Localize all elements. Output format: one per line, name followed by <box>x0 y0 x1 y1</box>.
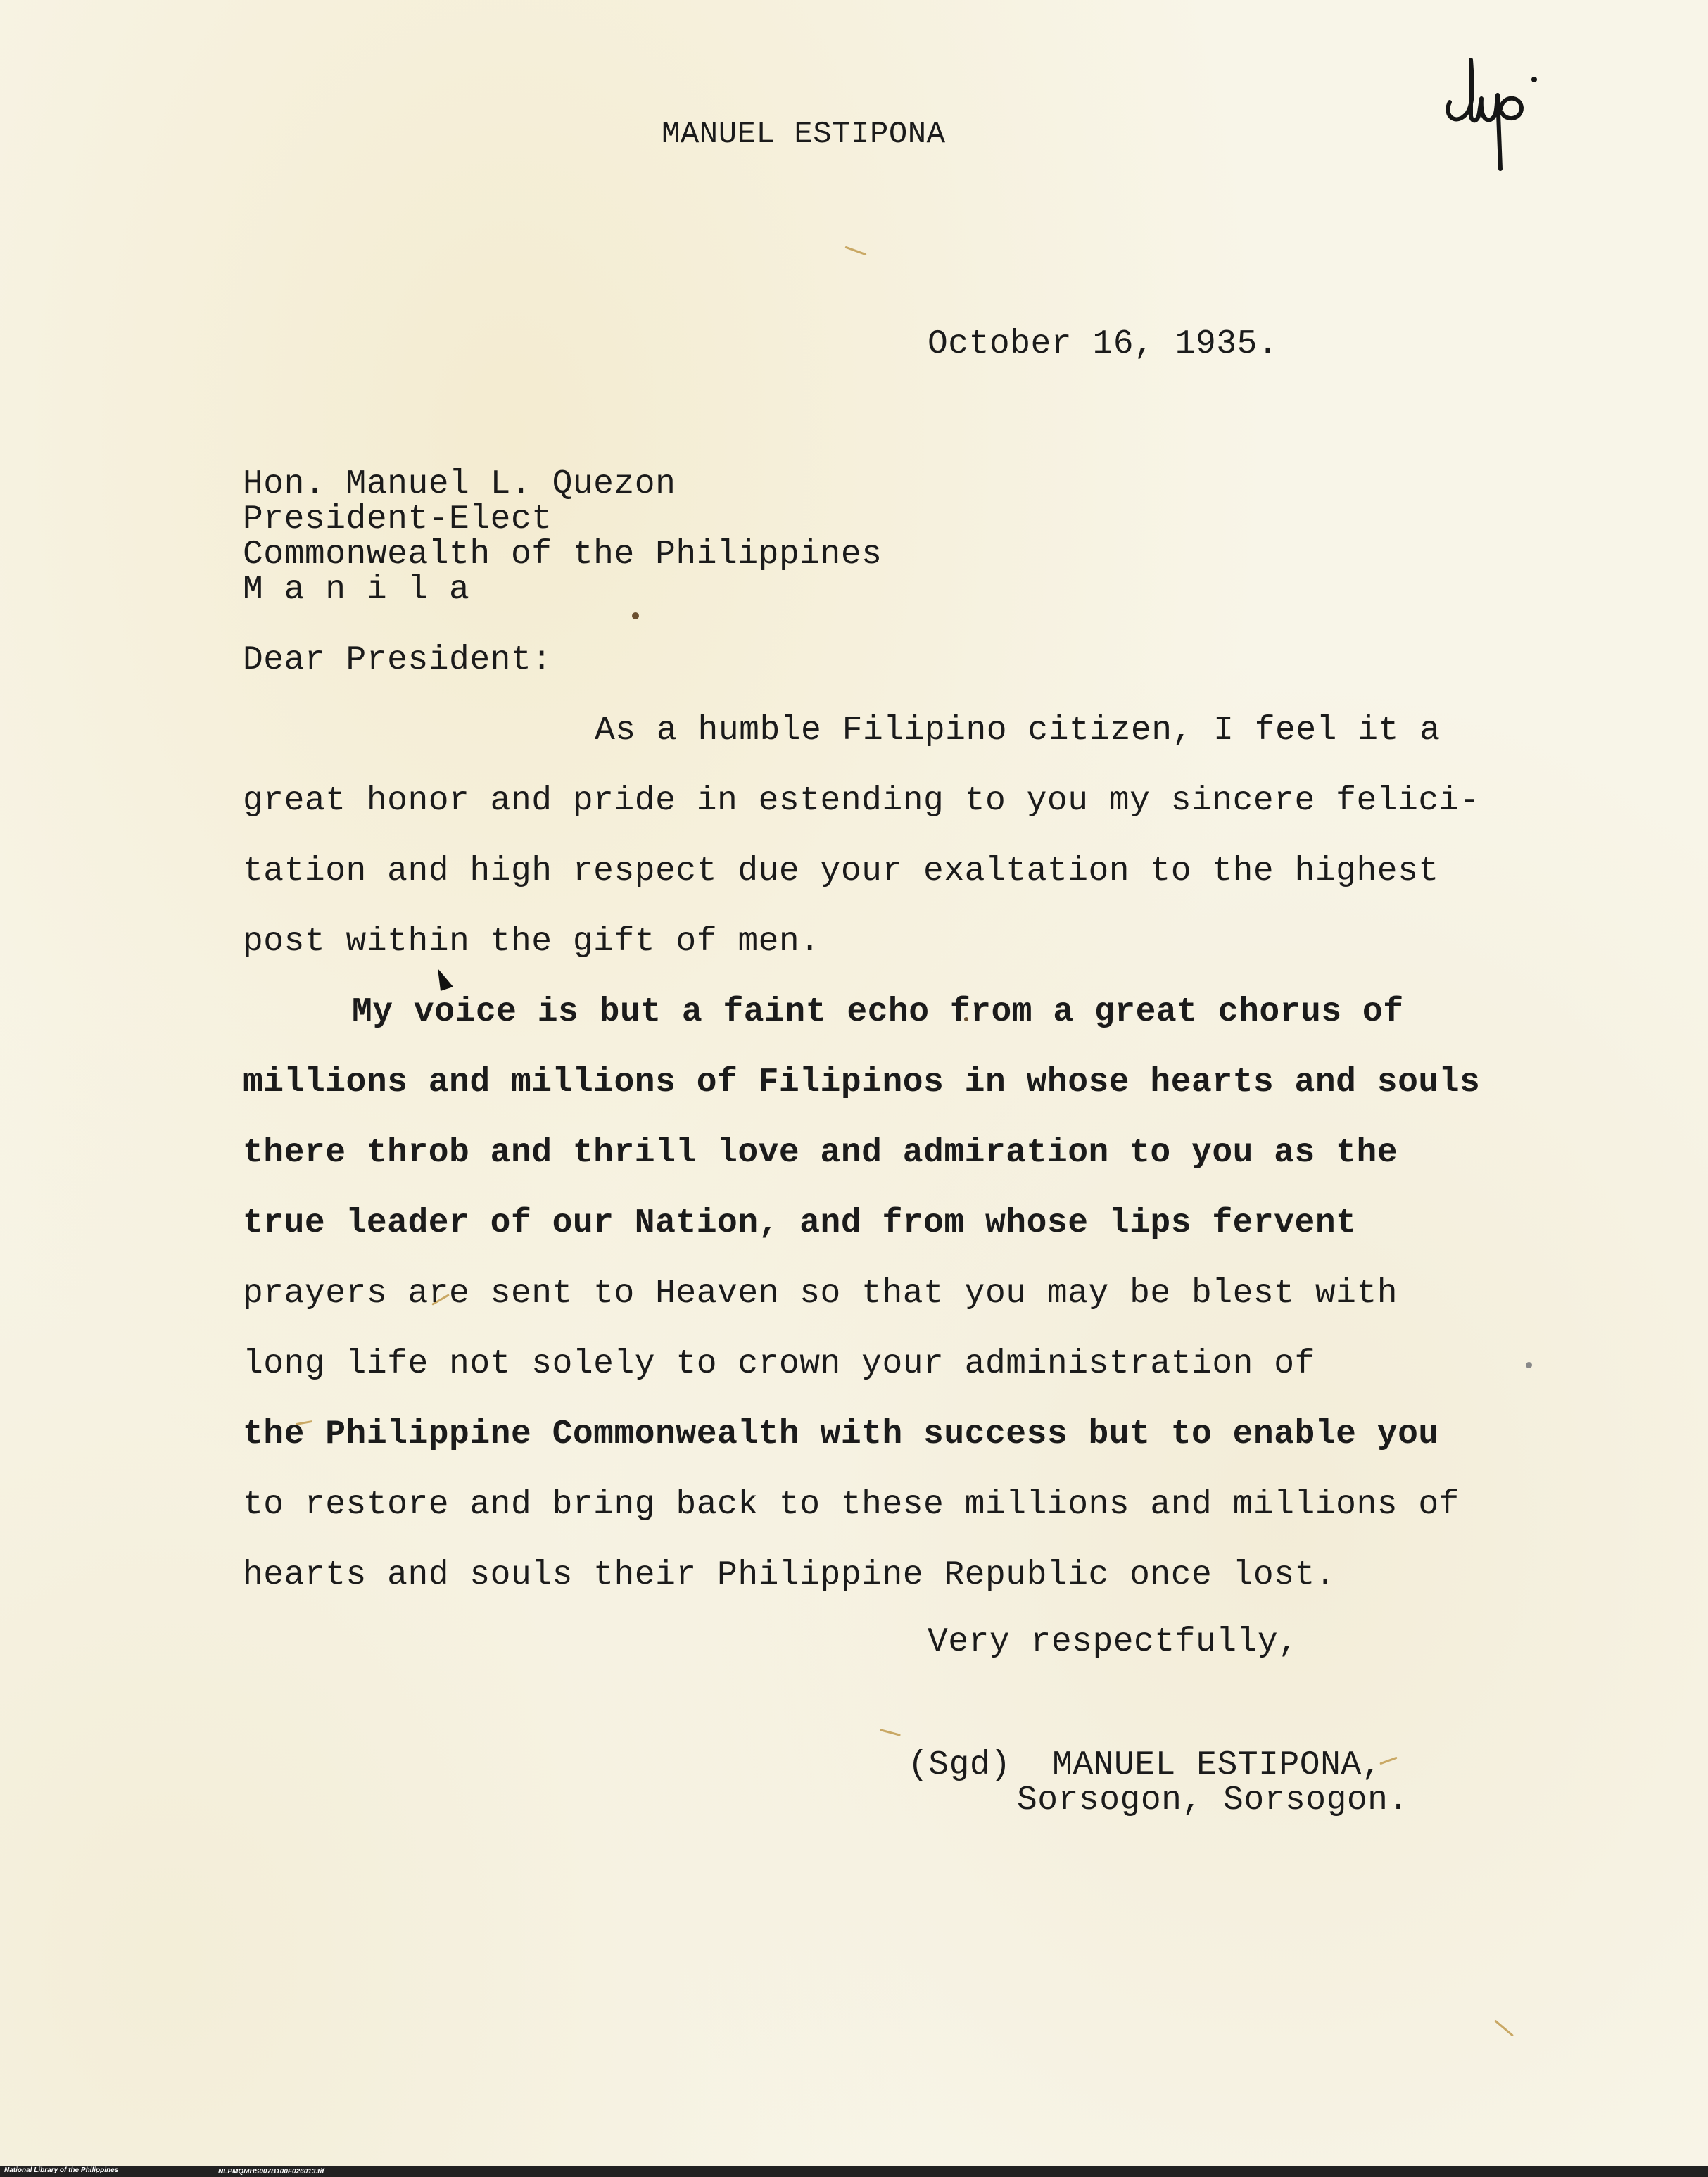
body-line: post within the gift of men. <box>243 923 821 961</box>
letterhead: MANUEL ESTIPONA <box>662 117 946 152</box>
paper-fiber <box>844 246 866 256</box>
body-line: As a humble Filipino citizen, I feel it a <box>595 712 1441 750</box>
closing: Very respectfully, <box>928 1623 1299 1661</box>
ink-speck <box>1526 1362 1532 1368</box>
archive-footer <box>0 2166 1708 2177</box>
ink-speck <box>632 612 639 619</box>
body-line: true leader of our Nation, and from whose lips fervent <box>243 1204 1357 1242</box>
handwritten-annotation <box>1436 39 1569 172</box>
body-line: tation and high respect due your exaltation to the highest <box>243 852 1439 890</box>
body-line: hearts and souls their Philippine Republic once lost. <box>243 1556 1336 1594</box>
recipient-organization: Commonwealth of the Philippines <box>243 536 883 574</box>
footer-institution: National Library of the Philippines <box>4 2166 119 2174</box>
paper-fiber <box>1494 2019 1514 2036</box>
body-line: millions and millions of Filipinos in whose hearts and souls <box>243 1064 1481 1102</box>
signature-name: (Sgd) MANUEL ESTIPONA, <box>908 1746 1383 1784</box>
signature-location: Sorsogon, Sorsogon. <box>1017 1781 1409 1819</box>
footer-file-id: NLPMQMHS007B100F026013.tif <box>218 2168 324 2176</box>
handwritten-dup-mark <box>1436 39 1569 172</box>
body-line: My voice is but a faint echo from a great chorus of <box>352 993 1404 1031</box>
body-line: there throb and thrill love and admiration to you as the <box>243 1134 1398 1172</box>
body-line: long life not solely to crown your administration of <box>243 1345 1315 1383</box>
recipient-city: M a n i l a <box>243 571 470 609</box>
letter-date: October 16, 1935. <box>928 325 1279 363</box>
recipient-name: Hon. Manuel L. Quezon <box>243 465 676 503</box>
body-line: to restore and bring back to these millions and millions of <box>243 1486 1460 1524</box>
paper-fiber <box>1379 1757 1397 1765</box>
paper-fiber <box>880 1729 901 1736</box>
body-line: prayers are sent to Heaven so that you may be blest with <box>243 1275 1398 1313</box>
body-line: great honor and pride in estending to you my sincere felici- <box>243 782 1481 820</box>
typewriter-mark <box>435 966 456 994</box>
recipient-title: President-Elect <box>243 500 552 538</box>
body-line: the Philippine Commonwealth with success but to enable you <box>243 1415 1439 1453</box>
salutation: Dear President: <box>243 641 552 679</box>
